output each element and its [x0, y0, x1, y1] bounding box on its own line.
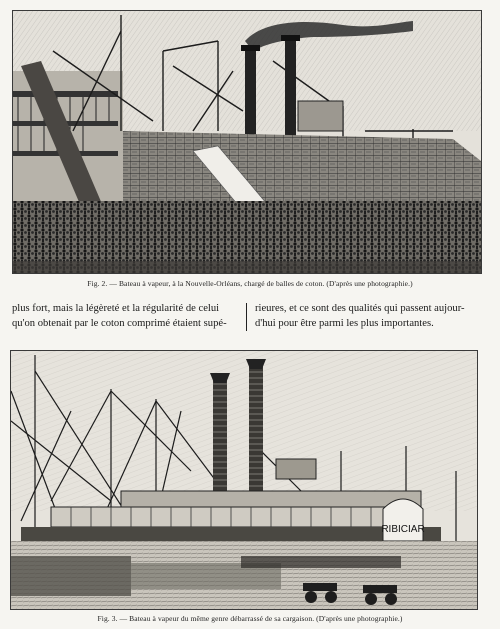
- body-text-line: d'hui pour être parmi les plus importantes.: [255, 318, 434, 329]
- body-text-left-column: [12, 301, 238, 331]
- figure-3-caption-label: Fig. 3.: [97, 614, 118, 623]
- figure-3-caption-text: — Bateau à vapeur du même genre débarrassé de sa cargaison. (D'après une photographie.): [119, 614, 403, 623]
- figure-2-caption: [0, 279, 500, 288]
- body-text-line: qu'on obtenait par le coton comprimé étaient supé-: [12, 318, 227, 329]
- figure-3-engraving: [10, 350, 478, 610]
- column-divider: [246, 303, 247, 331]
- figure-2-caption-label: Fig. 2.: [87, 279, 108, 288]
- body-text-right-column: [255, 301, 481, 331]
- figure-3-caption: [0, 614, 500, 623]
- body-text-line: rieures, et ce sont des qualités qui passent aujour-: [255, 303, 465, 314]
- body-text-line: plus fort, mais la légèreté et la régularité de celui: [12, 303, 220, 314]
- boat-name-sign: RIBICIAR: [381, 524, 425, 535]
- figure-2-caption-text: — Bateau à vapeur, à la Nouvelle-Orléans, chargé de balles de coton. (D'après une photographie.): [109, 279, 413, 288]
- figure-2-engraving: [12, 10, 482, 274]
